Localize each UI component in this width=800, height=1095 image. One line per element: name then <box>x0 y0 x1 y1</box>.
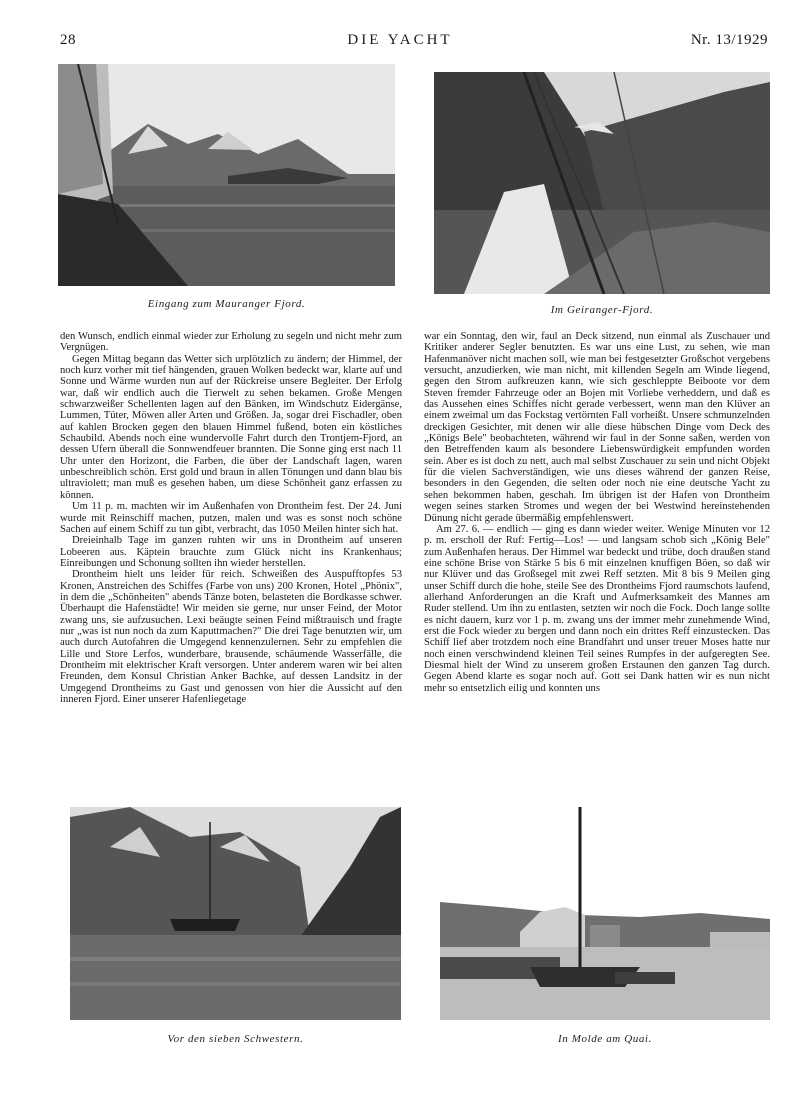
paragraph: den Wunsch, endlich einmal wieder zur Erholung zu segeln und nicht mehr zum Vergnügen. <box>60 331 402 354</box>
article-right-column <box>424 331 770 791</box>
issue-number: Nr. 13/1929 <box>690 32 768 48</box>
photo-seven-sisters <box>70 807 401 1020</box>
paragraph: Drontheim hielt uns leider für reich. Schweißen des Auspufftopfes 53 Kronen, Anstreichen des Schiffes (Farbe von uns) 200 Kronen, Hotel „Phönix", in dem die „Schönheiten" abends Tänze boten, belasteten die Bordkasse schwer. Überhaupt die Hafenstädte! Wir meiden sie gerne, nur unser Feind, der Motor zwang uns, sie aufzusuchen. Lexi beäugte seinen Feind mißtrauisch und fragte nur „was ist nun noch da zum Kaputtmachen?" Die drei Tage benutzten wir, um auch durch Autofahren die Umgegend kennenzulernen. Sehr zu empfehlen die Lille und Store Lerfos, wunderbare, brausende, schäumende Wasserfälle, die Drontheim mit elektrischer Kraft versorgen. Unter anderem waren wir bei alten Freunden, dem Konsul Christian Anker Bachke, auf dessen Landsitz in der Umgegend Drontheims zu Gast und genossen von hier die Aussicht auf den inneren Fjord. Einer unserer Hafenliegetage <box>60 569 402 705</box>
photo-mauranger-fjord <box>58 64 395 286</box>
article-left-column <box>60 331 402 791</box>
paragraph: Dreieinhalb Tage im ganzen ruhten wir uns in Drontheim auf unseren Lobeeren aus. Käptein brauchte zum Glück nicht ins Krankenhaus; Einreibungen und Schonung sollten ihn wieder herstellen. <box>60 535 402 569</box>
caption-seven-sisters: Vor den sieben Schwestern. <box>167 1033 304 1045</box>
caption-mauranger-fjord: Eingang zum Mauranger Fjord. <box>147 298 306 310</box>
photo-molde-quay <box>440 807 770 1020</box>
photo-geiranger-fjord <box>434 72 770 294</box>
paragraph: war ein Sonntag, den wir, faul an Deck sitzend, nun einmal als Zuschauer und Kritiker anderer Segler benutzten. Es war uns eine Lust, zu sehen, wie man Hafenmanöver nicht machen soll, wie man bei festgesetzter Großschot vergebens versucht, anzudierken, wie man nicht, mit killenden Segeln am Winde liegend, gegen den Strom aufkreuzen kann, wie sich geschleppte Beiboote vor dem Steven fremder Fahrzeuge oder an Bojen mit Vorliebe verheddern, und daß es das Aussehen eines Schiffes nicht gerade verbessert, wenn man den Klüver an einem zweimal um das Fockstag vertörnten Fall vorheißt. Unsere schmunzelnden dreckigen Gesichter, mit denen wir alle diese hübschen Dinge vom Deck des „Königs Bele" beobachteten, während wir faul in der Sonne saßen, werden von den Betreffenden kaum als besondere Liebenswürdigkeit empfunden worden sein. Aber es ist doch zu nett, auch mal selbst Zuschauer zu sein und nicht Objekt für die vielen Sachverständigen, wie uns dieses während der ganzen Reise, besonders in den Gegenden, die selten oder noch nie eine deutsche Yacht zu sehen bekommen haben, geschah. Im übrigen ist der Hafen von Drontheim wegen seines starken Stromes und wegen der bei Westwind hereinstehenden Dünung nicht gerade übermäßig empfehlenswert. <box>424 331 770 524</box>
caption-molde-quay: In Molde am Quai. <box>558 1033 652 1045</box>
paragraph: Um 11 p. m. machten wir im Außenhafen von Drontheim fest. Der 24. Juni wurde mit Reinschiff machen, putzen, malen und was es sonst noch schöne Sachen auf einem Schiff zu tun gibt, verbracht, das 1050 Meilen hinter sich hat. <box>60 501 402 535</box>
caption-geiranger-fjord: Im Geiranger-Fjord. <box>550 304 654 316</box>
paragraph: Am 27. 6. — endlich — ging es dann wieder weiter. Wenige Minuten vor 12 p. m. erscholl der Ruf: Fertig—Los! — und langsam schob sich „König Bele" zum Außenhafen heraus. Der Himmel war bedeckt und trübe, doch draußen stand eine schöne Brise von Stärke 5 bis 6 mit einzelnen knuffigen Böen, so daß wir nur Klüver und das Großsegel mit zwei Reff setzten. Mit 8 bis 9 Meilen ging unser Schiff durch die hohe, steile See des Drontheims Fjord raumschots laufend, allerhand Anforderungen an die Kraft und Aufmerksamkeit des Mannes am Ruder stellend. Um ihn zu entlasten, setzten wir noch die Fock. Doch lange sollte es nicht dauern, kurz vor 1 p. m. zwang uns der immer mehr zunehmende Wind, erst die Fock wieder zu bergen und dann noch ein drittes Reff einzustecken. Das Schiff lief aber trotzdem noch eine Brandfahrt und unser treuer Moses hatte nur noch einen verschwindend kleinen Teil seines Rumpfes in der aufgeregten See. Diesmal hielt der Wind zu unserem großen Erstaunen den ganzen Tag durch. Gegen Abend klarte es sogar noch auf. Gott sei Dank hatten wir es nun nicht mehr so entsetzlich eilig und konnten uns <box>424 523 770 694</box>
magazine-title: DIE YACHT <box>347 32 453 48</box>
paragraph: Gegen Mittag begann das Wetter sich urplötzlich zu ändern; der Himmel, der noch kurz vorher mit tief hängenden, grauen Wolken bedeckt war, klarte auf und Sonne und Wärme wurden nun auf der Rückreise unsere Begleiter. Der Erfolg war, daß wir endlich auch die Tierwelt zu sehen bekamen. Große Mengen schwarzweißer Schellenten lagen auf den Bänken, im Windschutz Eidergänse, Lummen, Tüter, Möwen aller Arten und Größen. Ja, sogar drei Fischadler, oben auf kahlen Brocken gegen den blauen Himmel fußend, boten ein köstliches Schaubild. Abends noch eine wundervolle Fahrt durch den Trontjem-Fjord, an dessen Ufern überall die Sonnwendfeuer brannten. Die Sonne ging erst nach 11 Uhr unter den Horizont, die Farben, die über der Landschaft lagen, waren unbeschreiblich schön. Erst gold und braun in allen Tönungen und dann blau bis ultraviolett; man muß es gesehen haben, um diese Schönheit ganz erfassen zu können. <box>60 353 402 501</box>
page-number: 28 <box>60 32 76 48</box>
